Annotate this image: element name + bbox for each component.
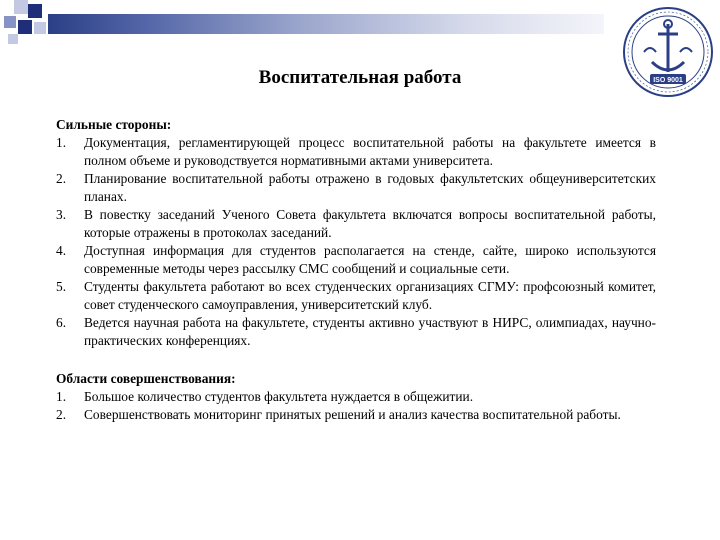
list-item	[56, 388, 656, 406]
list-number: 1.	[56, 135, 67, 150]
list-text: Студенты факультета работают во всех студенческих организациях СГМУ: профсоюзный комитет, совет студенческого самоуправления, университетский клуб.	[84, 279, 656, 312]
list-item	[56, 314, 656, 350]
list-number: 6.	[56, 315, 67, 330]
list-text: Доступная информация для студентов располагается на стенде, сайте, широко используются современные методы через рассылку СМС сообщений и социальные сети.	[84, 243, 656, 276]
list-number: 3.	[56, 207, 67, 222]
list-number: 2.	[56, 407, 67, 422]
list-item	[56, 134, 656, 170]
list-text: Планирование воспитательной работы отражено в годовых факультетских общеуниверситетских планах.	[84, 171, 656, 204]
page-title: Воспитательная работа	[258, 67, 462, 88]
list-text: Документация, регламентирующей процесс воспитательной работы на факультете имеется в полном объеме и руководствуется нормативными актами университета.	[84, 135, 656, 168]
strengths-heading: Сильные стороны:	[56, 117, 172, 132]
list-text: В повестку заседаний Ученого Совета факультета включатся вопросы воспитательной работы, которые отражены в протоколах заседаний.	[84, 207, 656, 240]
improvements-list	[56, 388, 656, 424]
list-item	[56, 242, 656, 278]
list-item	[56, 406, 656, 424]
list-item	[56, 278, 656, 314]
header-gradient-bar	[48, 14, 604, 34]
list-text: Большое количество студентов факультета нуждается в общежитии.	[84, 389, 474, 404]
list-text: Ведется научная работа на факультете, студенты активно участвуют в НИРС, олимпиадах, научно- практических конференциях.	[84, 315, 656, 348]
list-number: 4.	[56, 243, 67, 258]
emblem-text: ISO 9001	[653, 77, 683, 84]
list-text: Совершенствовать мониторинг принятых решений и анализ качества воспитательной работы.	[84, 407, 621, 422]
list-number: 2.	[56, 171, 67, 186]
content-body	[56, 116, 656, 424]
list-item	[56, 206, 656, 242]
list-number: 5.	[56, 279, 67, 294]
improvements-heading: Области совершенствования:	[56, 371, 236, 386]
list-number: 1.	[56, 389, 67, 404]
list-item	[56, 170, 656, 206]
strengths-list	[56, 134, 656, 350]
